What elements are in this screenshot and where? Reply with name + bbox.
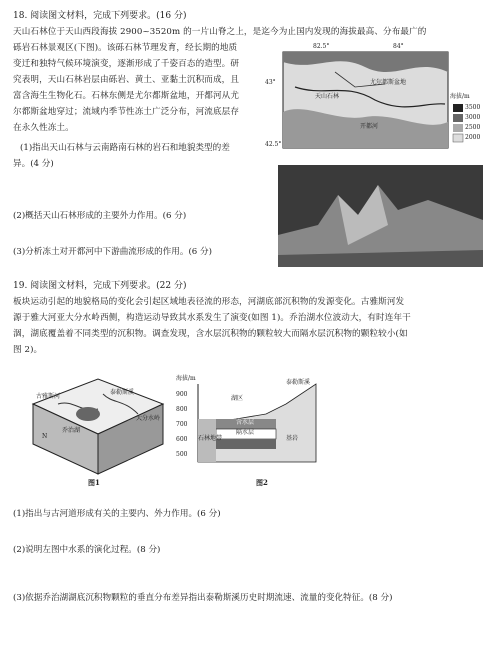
fig2-ytick-3: 600: [176, 436, 188, 443]
q19-figure1: [28, 374, 168, 492]
q19-sub2: (2)说明左图中水系的演化过程。(8 分): [13, 545, 161, 555]
fig2-bedrock: 基岩: [286, 435, 299, 442]
q18-map: [265, 42, 480, 157]
map-kaidu-label: 开都河: [360, 123, 379, 130]
q18-sub2: (2)概括天山石林形成的主要外力作用。(6 分): [13, 211, 187, 221]
map-legend-3: 2000: [465, 134, 481, 141]
q19-sub3: (3)依据乔治湖湖底沉积物颗粒的垂直分布差异指出泰勒斯溪历史时期流速、流量的变化特征。(8 分): [13, 593, 393, 603]
fig2-creek: 泰勒斯溪: [286, 379, 311, 386]
q18-line-5: 尔都斯盆地穿过；流域内季节性冻土广泛分布，河流底层存: [13, 107, 240, 117]
map-stone-label: 天山石林: [315, 93, 340, 100]
map-lat2: 42.5°: [265, 141, 282, 148]
fig2-label: 图2: [256, 478, 268, 487]
map-lon2: 84°: [393, 43, 404, 50]
map-lat1: 43°: [265, 79, 276, 86]
fig2-aquiclude: 隔水层: [236, 429, 255, 436]
map-basin-label: 尤尔都斯盆地: [370, 79, 407, 86]
q19-line-3: 图 2)。: [13, 345, 43, 355]
q18-line-3: 究表明，天山石林岩层由砾岩、黄土、亚黏土沉积而成，且: [13, 75, 240, 85]
fig1-label: 图1: [88, 478, 100, 487]
map-legend-1: 3000: [465, 114, 481, 121]
fig2-ytick-4: 500: [176, 451, 188, 458]
q18-sub1a: (1)指出天山石林与云南路南石林的岩石和地貌类型的差: [20, 143, 230, 153]
q18-photo: [278, 165, 483, 267]
fig1-range: 大分水岭: [136, 415, 161, 422]
fig2-left: 石林地带: [198, 435, 223, 442]
q19-title: 19. 阅读图文材料，完成下列要求。(22 分): [13, 281, 187, 291]
q18-line-0: 天山石林位于天山西段海拔 2900~3520m 的一片山脊之上，是迄今为止国内发现的海拔最高、分布最广的: [13, 27, 427, 37]
q18-line-6: 在永久性冻土。: [13, 123, 74, 133]
fig1-river2: 泰勒斯溪: [110, 389, 135, 396]
fig2-ytick-1: 800: [176, 406, 188, 413]
q19-line-1: 源于雅大河亚大分水岭西侧，构造运动导致其水系发生了演变(如图 1)。乔治湖水位波动大，有时连年干: [13, 313, 411, 323]
map-legend-0: 3500: [465, 104, 481, 111]
fig1-north: N: [42, 433, 48, 440]
q19-line-0: 板块运动引起的地貌格局的变化会引起区域地表径流的形态，河湖底部沉积物的发源变化。古雅斯河发: [13, 297, 405, 307]
fig1-lake: 乔治湖: [62, 427, 81, 434]
q18-title: 18. 阅读图文材料，完成下列要求。(16 分): [13, 11, 187, 21]
q18-line-1: 砾岩石林景观区(下图)。该砾石林节理发育，经长期的地质: [13, 43, 238, 53]
fig2-area: 湖区: [231, 395, 244, 402]
q18-sub1b: 异。(4 分): [13, 159, 54, 169]
q18-line-2: 变迁和独特气候环境演变，逐渐形成了千姿百态的造型。研: [13, 59, 240, 69]
map-legend-title: 海拔/m: [450, 93, 470, 100]
q18-line-4: 富含海生生物化石。石林东侧是尤尔都斯盆地，开都河从尤: [13, 91, 240, 101]
fig2-aquifer: 含水层: [236, 419, 255, 426]
fig2-ylabel: 海拔/m: [176, 375, 196, 382]
q19-sub1: (1)指出与古河道形成有关的主要内、外力作用。(6 分): [13, 509, 221, 519]
fig2-ytick-0: 900: [176, 391, 188, 398]
map-legend-2: 2500: [465, 124, 481, 131]
q18-sub3: (3)分析冻土对开都河中下游曲流形成的作用。(6 分): [13, 247, 212, 257]
fig2-ytick-2: 700: [176, 421, 188, 428]
fig1-river1: 古雅斯河: [36, 393, 61, 400]
map-lon1: 82.5°: [313, 43, 330, 50]
q19-line-2: 涸，湖底覆盖着不同类型的沉积物。调查发现，含水层沉积物的颗粒较大而隔水层沉积物的颗粒较小(如: [13, 329, 408, 339]
q19-figure2: [176, 374, 326, 492]
